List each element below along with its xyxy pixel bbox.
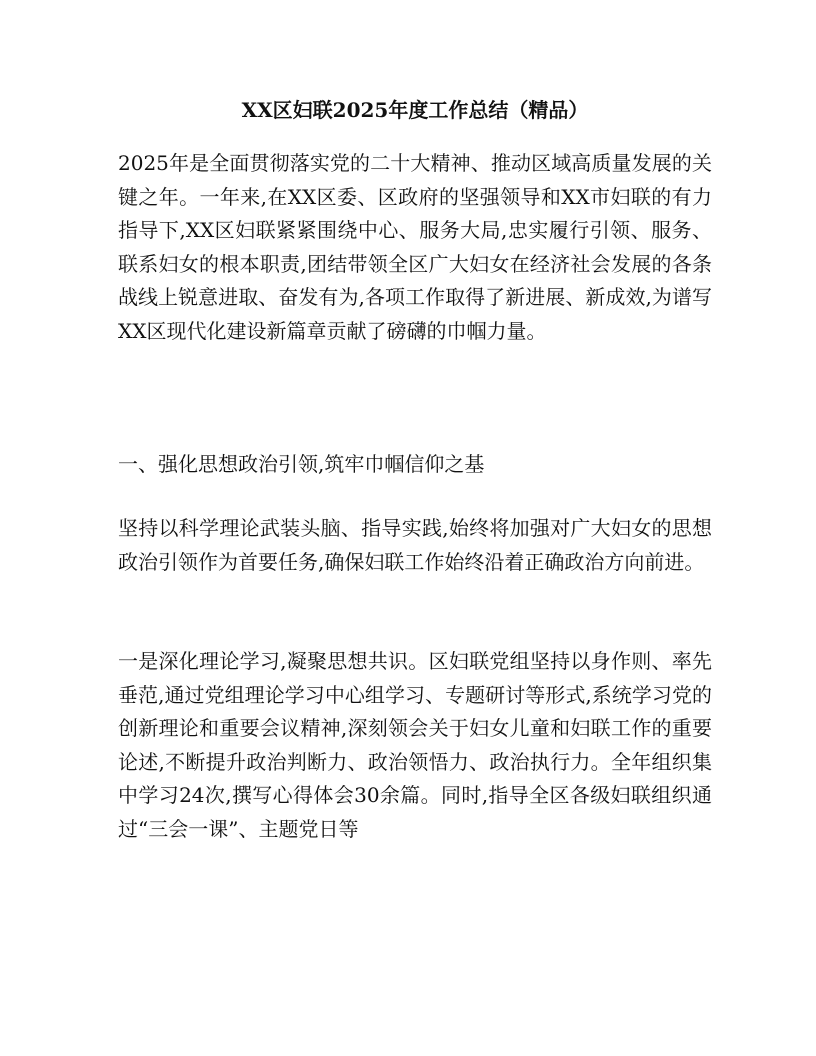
section-intro-paragraph: 坚持以科学理论武装头脑、指导实践,始终将加强对广大妇女的思想政治引领作为首要任务,确保妇联工作始终沿着正确政治方向前进。 (118, 516, 712, 574)
section-heading: 一、强化思想政治引领,筑牢巾帼信仰之基 (118, 452, 485, 476)
body-paragraph: 一是深化理论学习,凝聚思想共识。区妇联党组坚持以身作则、率先垂范,通过党组理论学习中心组学习、专题研讨等形式,系统学习党的创新理论和重要会议精神,深刻领会关于妇女儿童和妇联工作的重要论述,不断提升政治判断力、政治领悟力、政治执行力。全年组织集中学习24次,撰写心得体会30余篇。同时,指导全区各级妇联组织通过“三会一课”、主题党日等 (118, 649, 712, 841)
intro-paragraph: 2025年是全面贯彻落实党的二十大精神、推动区域高质量发展的关键之年。一年来,在XX区委、区政府的坚强领导和XX市妇联的有力指导下,XX区妇联紧紧围绕中心、服务大局,忠实履行引领、服务、联系妇女的根本职责,团结带领全区广大妇女在经济社会发展的各条战线上锐意进取、奋发有为,各项工作取得了新进展、新成效,为谱写XX区现代化建设新篇章贡献了磅礴的巾帼力量。 (118, 151, 712, 343)
document-title: XX区妇联2025年度工作总结（精品） (241, 98, 589, 122)
